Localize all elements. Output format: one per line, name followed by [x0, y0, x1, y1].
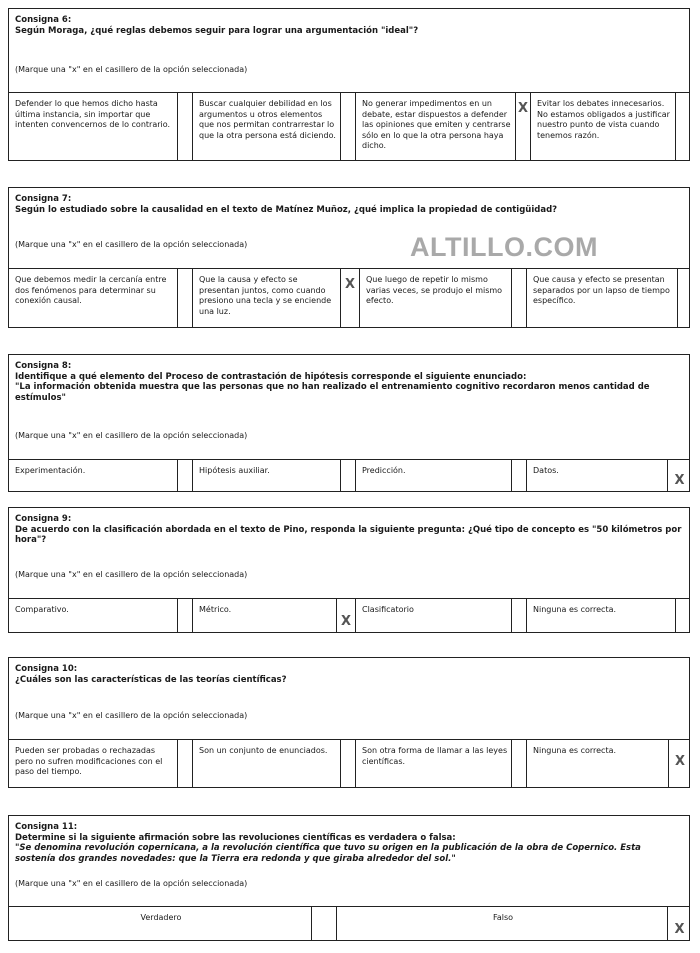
question-block-10 — [8, 657, 690, 788]
question-text: De acuerdo con la clasificación abordada en el texto de Pino, responda la siguiente pregunta: ¿Qué tipo de concepto es "50 kilómetros por hora"? — [15, 524, 682, 545]
checkbox-2[interactable] — [340, 460, 356, 491]
option-1: Defender lo que hemos dicho hasta última instancia, sin importar que intenten convencernos de lo contrario. — [15, 99, 171, 129]
watermark: ALTILLO.COM — [410, 232, 598, 262]
option-2: Buscar cualquier debilidad en los argumentos u otros elementos que nos permitan contrarrestar lo que la otra persona está diciendo. — [199, 99, 336, 140]
option-1: Pueden ser probadas o rechazadas pero no sufren modificaciones con el paso del tiempo. — [15, 746, 163, 776]
x-mark: X — [517, 101, 529, 116]
question-text: Determine si la siguiente afirmación sobre las revoluciones científicas es verdadera o falsa: — [15, 832, 456, 843]
question-block-7 — [8, 187, 690, 328]
checkbox-4[interactable] — [667, 460, 691, 491]
question-label: Consigna 11: — [15, 822, 78, 832]
instruction-text: (Marque una "x" en el casillero de la opción seleccionada) — [15, 65, 248, 74]
question-label: Consigna 6: — [15, 15, 72, 25]
option-2: Son un conjunto de enunciados. — [199, 746, 328, 755]
question-label: Consigna 7: — [15, 194, 72, 204]
option-2: Hipótesis auxiliar. — [199, 466, 270, 475]
question-text: ¿Cuáles son las características de las teorías científicas? — [15, 674, 287, 685]
x-mark: X — [674, 473, 685, 488]
options-row — [9, 740, 689, 787]
x-mark: X — [674, 754, 686, 769]
checkbox-2[interactable] — [340, 269, 360, 327]
checkbox-verdadero[interactable] — [311, 907, 337, 940]
option-verdadero: Verdadero — [140, 913, 182, 922]
option-3: Son otra forma de llamar a las leyes científicas. — [362, 746, 508, 766]
x-mark: X — [674, 922, 685, 937]
option-3: Clasificatorio — [362, 605, 414, 614]
checkbox-1[interactable] — [177, 740, 193, 787]
option-falso: Falso — [492, 913, 514, 922]
question-block-6 — [8, 8, 690, 161]
question-label: Consigna 8: — [15, 361, 72, 371]
question-block-11 — [8, 815, 690, 941]
option-4: Evitar los debates innecesarios. No estamos obligados a justificar nuestro punto de vista cuando tenemos razón. — [537, 99, 670, 140]
checkbox-4[interactable] — [675, 93, 691, 160]
option-3: Predicción. — [362, 466, 406, 475]
x-mark: X — [344, 277, 356, 292]
option-1: Comparativo. — [15, 605, 69, 614]
instruction-text: (Marque una "x" en el casillero de la opción seleccionada) — [15, 879, 248, 888]
question-text: Identifique a qué elemento del Proceso de contrastación de hipótesis corresponde el siguiente enunciado: — [15, 371, 527, 382]
option-3: No generar impedimentos en un debate, estar dispuestos a defender las opiniones que emiten y centrarse sólo en lo que la otra persona haya dicho. — [362, 99, 511, 150]
options-row — [9, 907, 689, 940]
checkbox-2[interactable] — [340, 740, 356, 787]
options-row — [9, 269, 689, 327]
option-4: Ninguna es correcta. — [533, 746, 617, 755]
checkbox-1[interactable] — [177, 93, 193, 160]
checkbox-4[interactable] — [668, 740, 691, 787]
question-block-8 — [8, 354, 690, 492]
option-1: Que debemos medir la cercanía entre dos fenómenos para determinar su conexión causal. — [15, 275, 167, 305]
question-label: Consigna 9: — [15, 514, 72, 524]
checkbox-3[interactable] — [511, 599, 527, 632]
options-row — [9, 599, 689, 632]
checkbox-1[interactable] — [177, 599, 193, 632]
checkbox-3[interactable] — [511, 740, 527, 787]
question-block-9 — [8, 507, 690, 633]
options-row — [9, 460, 689, 491]
instruction-text: (Marque una "x" en el casillero de la opción seleccionada) — [15, 570, 248, 579]
checkbox-2[interactable] — [340, 93, 356, 160]
option-4: Ninguna es correcta. — [533, 605, 617, 614]
checkbox-4[interactable] — [677, 269, 691, 327]
instruction-text: (Marque una "x" en el casillero de la opción seleccionada) — [15, 240, 248, 249]
options-row — [9, 93, 689, 160]
question-label: Consigna 10: — [15, 664, 78, 674]
option-4: Que causa y efecto se presentan separados por un lapso de tiempo específico. — [533, 275, 670, 305]
checkbox-4[interactable] — [675, 599, 691, 632]
checkbox-3[interactable] — [515, 93, 531, 160]
checkbox-falso[interactable] — [667, 907, 691, 940]
option-2: Que la causa y efecto se presentan juntos, como cuando presiono una tecla y se enciende una luz. — [199, 275, 332, 316]
checkbox-2[interactable] — [336, 599, 356, 632]
checkbox-3[interactable] — [511, 269, 527, 327]
checkbox-3[interactable] — [511, 460, 527, 491]
x-mark: X — [340, 614, 352, 629]
question-quote: "Se denomina revolución copernicana, a la revolución científica que tuvo su origen en la publicación de la obra de Copernico. Esta sostenía dos grandes novedades: que la Tierra era redonda y que giraba alrededor del sol." — [15, 843, 641, 864]
question-text: Según Moraga, ¿qué reglas debemos seguir para lograr una argumentación "ideal"? — [15, 25, 419, 36]
option-4: Datos. — [533, 466, 559, 475]
option-3: Que luego de repetir lo mismo varias veces, se produjo el mismo efecto. — [366, 275, 503, 305]
question-quote: "La información obtenida muestra que las personas que no han realizado el entrenamiento cognitivo recordaron menos cantidad de estímulos" — [15, 382, 650, 403]
option-2: Métrico. — [199, 605, 232, 614]
option-1: Experimentación. — [15, 466, 86, 475]
checkbox-1[interactable] — [177, 460, 193, 491]
question-text: Según lo estudiado sobre la causalidad en el texto de Matínez Muñoz, ¿qué implica la propiedad de contigüidad? — [15, 204, 558, 215]
instruction-text: (Marque una "x" en el casillero de la opción seleccionada) — [15, 431, 248, 440]
checkbox-1[interactable] — [177, 269, 193, 327]
instruction-text: (Marque una "x" en el casillero de la opción seleccionada) — [15, 711, 248, 720]
